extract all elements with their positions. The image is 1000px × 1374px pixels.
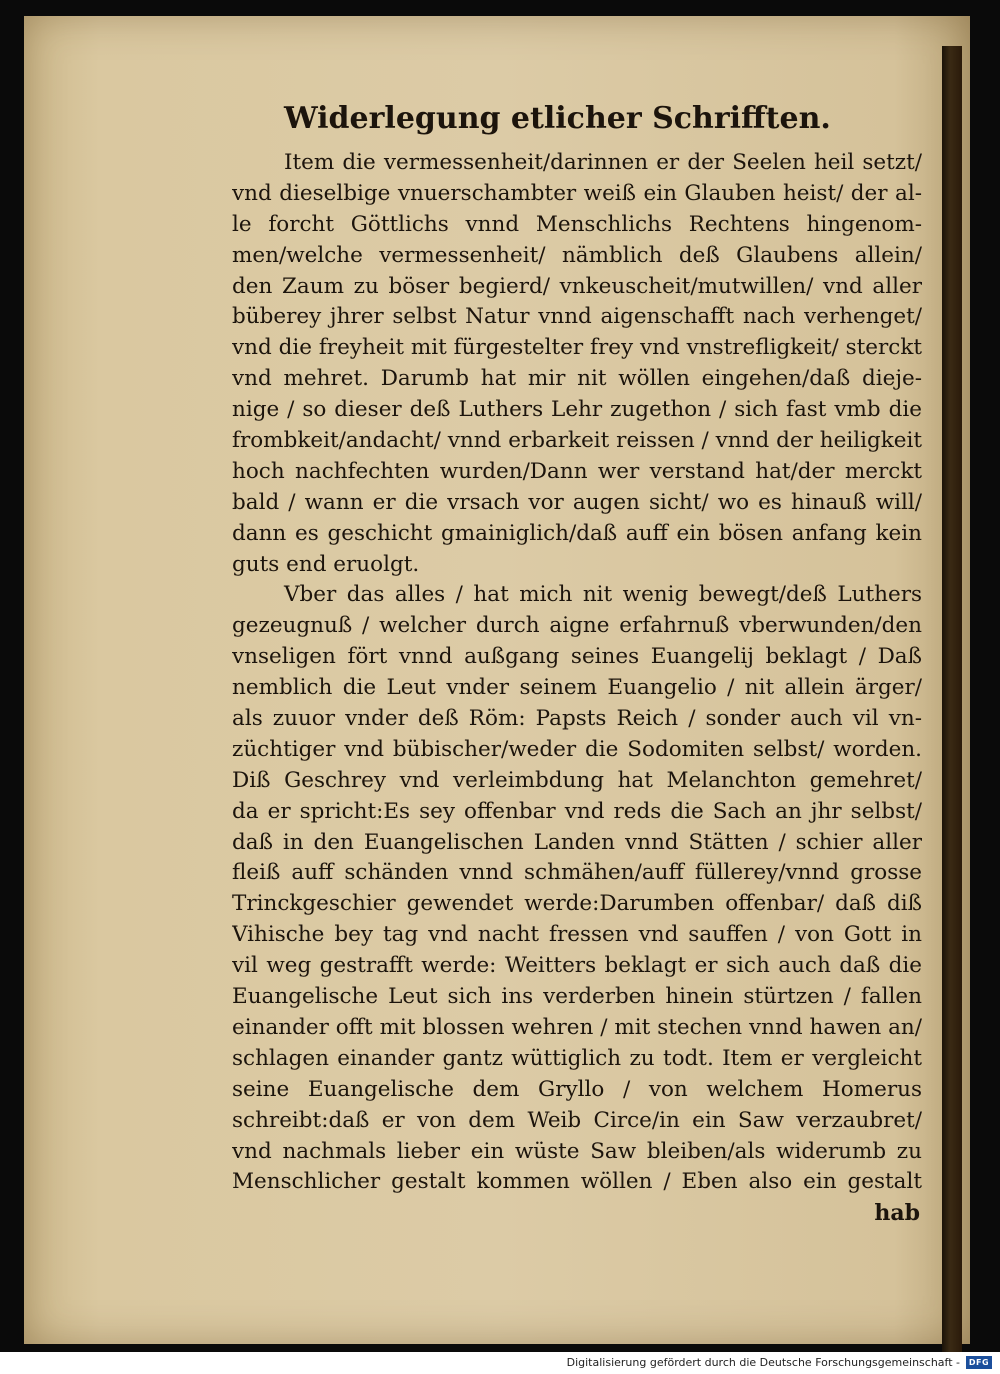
- text-line: schreibt:daß er von dem Weib Circe/in ein Saw verzaubret/: [232, 1107, 922, 1133]
- text-line: Vihische bey tag vnd nacht fressen vnd sauffen / von Gott in: [232, 922, 922, 948]
- page-text-block: [232, 98, 922, 1232]
- text-line: schlagen einander gantz wüttiglich zu todt. Item er vergleicht: [232, 1045, 922, 1071]
- page-edge-shadow: [942, 46, 962, 1356]
- footer-bar: [0, 1352, 1000, 1374]
- text-line: vil weg gestrafft werde: Weitters beklagt er sich auch daß die: [232, 953, 922, 979]
- text-line: Trinckgeschier gewendet werde:Darumben offenbar/ daß diß: [232, 891, 922, 917]
- text-line: einander offt mit blossen wehren / mit stechen vnnd hawen an/: [232, 1014, 922, 1040]
- text-line: gezeugnuß / welcher durch aigne erfahrnuß vberwunden/den: [232, 613, 922, 639]
- text-line: hoch nachfechten wurden/Dann wer verstand hat/der merckt: [232, 458, 922, 484]
- text-line: dann es geschicht gmainiglich/daß auff ein bösen anfang kein: [232, 520, 922, 546]
- dfg-logo-icon: DFG: [966, 1356, 992, 1369]
- text-line: bald / wann er die vrsach vor augen sicht/ wo es hinauß will/: [232, 489, 922, 515]
- text-line: Euangelische Leut sich ins verderben hinein stürtzen / fallen: [232, 984, 922, 1010]
- text-line: nige / so dieser deß Luthers Lehr zugethon / sich fast vmb die: [232, 397, 922, 423]
- text-line: vnd dieselbige vnuerschambter weiß ein Glauben heist/ der al-: [232, 180, 922, 206]
- text-line: büberey jhrer selbst Natur vnnd aigenschafft nach verhenget/: [232, 304, 922, 330]
- text-line: men/welche vermessenheit/ nämblich deß Glaubens allein/: [232, 242, 922, 268]
- text-line: Menschlicher gestalt kommen wöllen / Eben also ein gestalt: [232, 1169, 922, 1195]
- text-line: frombkeit/andacht/ vnnd erbarkeit reissen / vnnd der heiligkeit: [232, 428, 922, 454]
- text-line: züchtiger vnd bübischer/weder die Sodomiten selbst/ worden.: [232, 736, 922, 762]
- text-line: vnd nachmals lieber ein wüste Saw bleiben/als widerumb zu: [232, 1138, 922, 1164]
- text-line: fleiß auff schänden vnnd schmähen/auff füllerey/vnnd grosse: [232, 860, 922, 886]
- text-line: Vber das alles / hat mich nit wenig bewegt/deß Luthers: [284, 582, 922, 608]
- catchword: hab: [874, 1200, 920, 1227]
- text-line: vnd die freyheit mit fürgestelter frey vnd vnstrefligkeit/ sterckt: [232, 335, 922, 361]
- text-line: den Zaum zu böser begierd/ vnkeuscheit/mutwillen/ vnd aller: [232, 273, 922, 299]
- running-header: Widerlegung etlicher Schrifften.: [284, 101, 831, 136]
- text-line: Item die vermessenheit/darinnen er der Seelen heil setzt/: [284, 150, 922, 175]
- text-line: als zuuor vnder deß Röm: Papsts Reich / sonder auch vil vn-: [232, 706, 922, 732]
- text-line: vnd mehret. Darumb hat mir nit wöllen eingehen/daß dieje-: [232, 366, 922, 392]
- text-line: da er spricht:Es sey offenbar vnd reds die Sach an jhr selbst/: [232, 798, 922, 824]
- text-line: le forcht Göttlichs vnnd Menschlichs Rechtens hingenom-: [232, 211, 922, 237]
- text-line: daß in den Euangelischen Landen vnnd Stätten / schier aller: [232, 829, 922, 855]
- text-line: nemblich die Leut vnder seinem Euangelio / nit allein ärger/: [232, 675, 922, 701]
- text-line: guts end eruolgt.: [232, 551, 420, 577]
- text-line: seine Euangelische dem Gryllo / von welchem Homerus: [232, 1076, 922, 1102]
- funding-notice: Digitalisierung gefördert durch die Deutsche Forschungsgemeinschaft -: [566, 1356, 960, 1369]
- text-line: vnseligen fört vnnd außgang seines Euangelij beklagt / Daß: [232, 644, 922, 670]
- text-line: Diß Geschrey vnd verleimbdung hat Melanchton gemehret/: [232, 767, 922, 793]
